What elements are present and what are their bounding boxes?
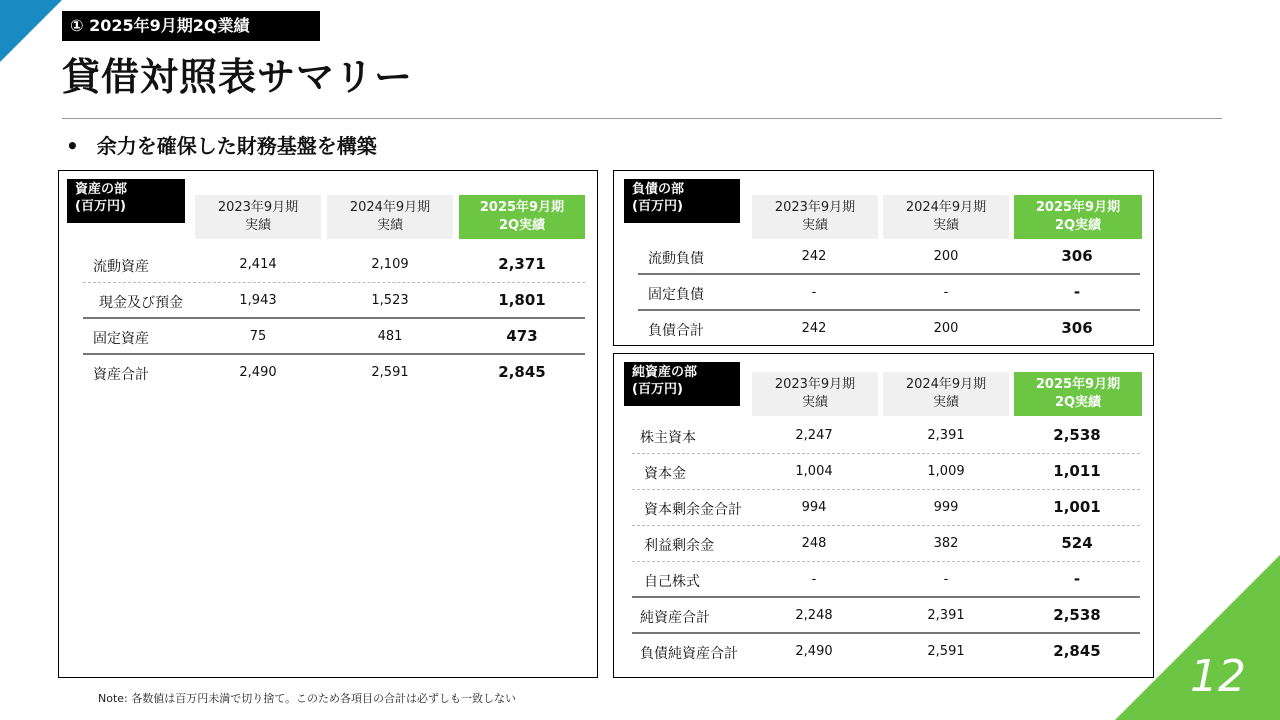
- value-2023: 1,943: [239, 293, 277, 308]
- value-2023: 2,490: [239, 365, 277, 380]
- value-2024: 2,109: [371, 257, 409, 272]
- assets-row: [83, 283, 585, 319]
- value-2025-2q: 473: [506, 327, 538, 345]
- value-2025-2q: 306: [1061, 319, 1093, 337]
- value-2023: 2,414: [239, 257, 277, 272]
- footnote: Note: 各数値は百万円未満で切り捨て。このため各項目の合計は必ずしも一致しない: [98, 692, 517, 705]
- assets-row: [83, 247, 585, 283]
- title-divider: [62, 118, 1222, 119]
- value-2024: 2,591: [371, 365, 409, 380]
- row-label: 資本剰余金合計: [644, 502, 742, 518]
- equity-col-2023: [752, 372, 878, 416]
- assets-panel: [58, 170, 598, 678]
- equity-row: [632, 562, 1140, 598]
- bullet-point: • 余力を確保した財務基盤を構築: [66, 134, 377, 158]
- row-label: 負債合計: [648, 323, 704, 339]
- col-year: 2024年9月期: [905, 200, 987, 215]
- row-label: 現金及び預金: [99, 295, 183, 311]
- liabilities-col-2024: [883, 195, 1009, 239]
- assets-col-2023: [195, 195, 321, 239]
- value-2023: 1,004: [795, 464, 833, 479]
- value-2025-2q: 306: [1061, 247, 1093, 265]
- assets-header-title: 資産の部: [75, 182, 128, 197]
- value-2024: 999: [933, 500, 959, 515]
- row-label: 自己株式: [644, 574, 700, 590]
- liabilities-header-title: 負債の部: [632, 182, 685, 197]
- liabilities-header-unit: (百万円): [632, 199, 683, 214]
- value-2024: 200: [933, 321, 959, 336]
- equity-col-2024: [883, 372, 1009, 416]
- equity-row: [632, 490, 1140, 526]
- value-2024: 2,391: [927, 608, 965, 623]
- value-2025-2q: 2,845: [498, 363, 546, 381]
- value-2023: 2,247: [795, 428, 833, 443]
- value-2023: 2,248: [795, 608, 833, 623]
- liabilities-col-2023: [752, 195, 878, 239]
- equity-panel-header: [624, 362, 740, 406]
- liabilities-panel: [613, 170, 1154, 346]
- assets-row: [83, 319, 585, 355]
- liabilities-panel-header: [624, 179, 740, 223]
- row-label: 流動資産: [93, 259, 149, 275]
- value-2024: 382: [933, 536, 959, 551]
- value-2024: 1,523: [371, 293, 409, 308]
- bullet-text: 余力を確保した財務基盤を構築: [96, 134, 377, 158]
- equity-row: [632, 454, 1140, 490]
- value-2025-2q: -: [1073, 283, 1081, 301]
- col-type: 実績: [376, 218, 403, 233]
- col-year: 2024年9月期: [905, 377, 987, 392]
- col-type: 実績: [932, 218, 959, 233]
- equity-row: [632, 418, 1140, 454]
- col-type: 実績: [932, 395, 959, 410]
- row-label: 固定負債: [648, 287, 704, 303]
- liabilities-row: [638, 275, 1140, 311]
- value-2024: 2,391: [927, 428, 965, 443]
- col-year: 2025年9月期: [1035, 200, 1121, 215]
- value-2023: 248: [801, 536, 827, 551]
- value-2024: 200: [933, 249, 959, 264]
- col-type: 2Q実績: [498, 218, 546, 233]
- page-title: 貸借対照表サマリー: [62, 55, 414, 99]
- assets-panel-header: [67, 179, 185, 223]
- col-type: 2Q実績: [1054, 395, 1102, 410]
- assets-header-unit: (百万円): [75, 199, 126, 214]
- col-type: 2Q実績: [1054, 218, 1102, 233]
- equity-row-net-assets-total: [632, 598, 1140, 634]
- value-2025-2q: 1,801: [498, 291, 546, 309]
- value-2023: -: [811, 572, 817, 587]
- value-2025-2q: 2,845: [1053, 642, 1101, 660]
- value-2023: 242: [801, 249, 827, 264]
- value-2024: 481: [377, 329, 403, 344]
- assets-col-2025-2q: [459, 195, 585, 239]
- section-tag: ① 2025年9月期2Q業績: [62, 11, 320, 41]
- corner-decoration-blue: [0, 0, 62, 62]
- value-2025-2q: 1,011: [1053, 462, 1101, 480]
- value-2025-2q: 2,538: [1053, 606, 1101, 624]
- row-label: 固定資産: [93, 331, 149, 347]
- row-label: 純資産合計: [640, 610, 710, 626]
- col-year: 2023年9月期: [774, 200, 856, 215]
- equity-col-2025-2q: [1014, 372, 1142, 416]
- col-type: 実績: [801, 395, 828, 410]
- row-label: 流動負債: [648, 251, 704, 267]
- equity-header-title: 純資産の部: [632, 365, 698, 380]
- col-year: 2025年9月期: [479, 200, 565, 215]
- col-year: 2024年9月期: [349, 200, 431, 215]
- value-2024: 1,009: [927, 464, 965, 479]
- value-2025-2q: 524: [1061, 534, 1093, 552]
- liabilities-row-total: [638, 311, 1140, 343]
- row-label: 資本金: [644, 466, 686, 482]
- value-2025-2q: 2,538: [1053, 426, 1101, 444]
- value-2023: 2,490: [795, 644, 833, 659]
- equity-header-unit: (百万円): [632, 382, 683, 397]
- row-label: 負債純資産合計: [640, 646, 738, 662]
- value-2023: 994: [801, 500, 827, 515]
- row-label: 利益剰余金: [644, 538, 714, 554]
- row-label: 株主資本: [640, 430, 696, 446]
- equity-row: [632, 526, 1140, 562]
- value-2024: -: [943, 572, 949, 587]
- value-2023: -: [811, 285, 817, 300]
- col-year: 2023年9月期: [217, 200, 299, 215]
- value-2025-2q: 1,001: [1053, 498, 1101, 516]
- row-label: 資産合計: [93, 367, 149, 383]
- value-2024: -: [943, 285, 949, 300]
- value-2024: 2,591: [927, 644, 965, 659]
- col-type: 実績: [244, 218, 271, 233]
- col-year: 2025年9月期: [1035, 377, 1121, 392]
- page-number: 12: [1190, 651, 1246, 702]
- value-2025-2q: -: [1073, 570, 1081, 588]
- equity-panel: [613, 353, 1154, 678]
- liabilities-row: [638, 239, 1140, 275]
- col-type: 実績: [801, 218, 828, 233]
- value-2025-2q: 2,371: [498, 255, 546, 273]
- col-year: 2023年9月期: [774, 377, 856, 392]
- value-2023: 75: [249, 329, 267, 344]
- assets-col-2024: [327, 195, 453, 239]
- value-2023: 242: [801, 321, 827, 336]
- equity-row-grand-total: [632, 634, 1140, 670]
- assets-row-total: [83, 355, 585, 391]
- liabilities-col-2025-2q: [1014, 195, 1142, 239]
